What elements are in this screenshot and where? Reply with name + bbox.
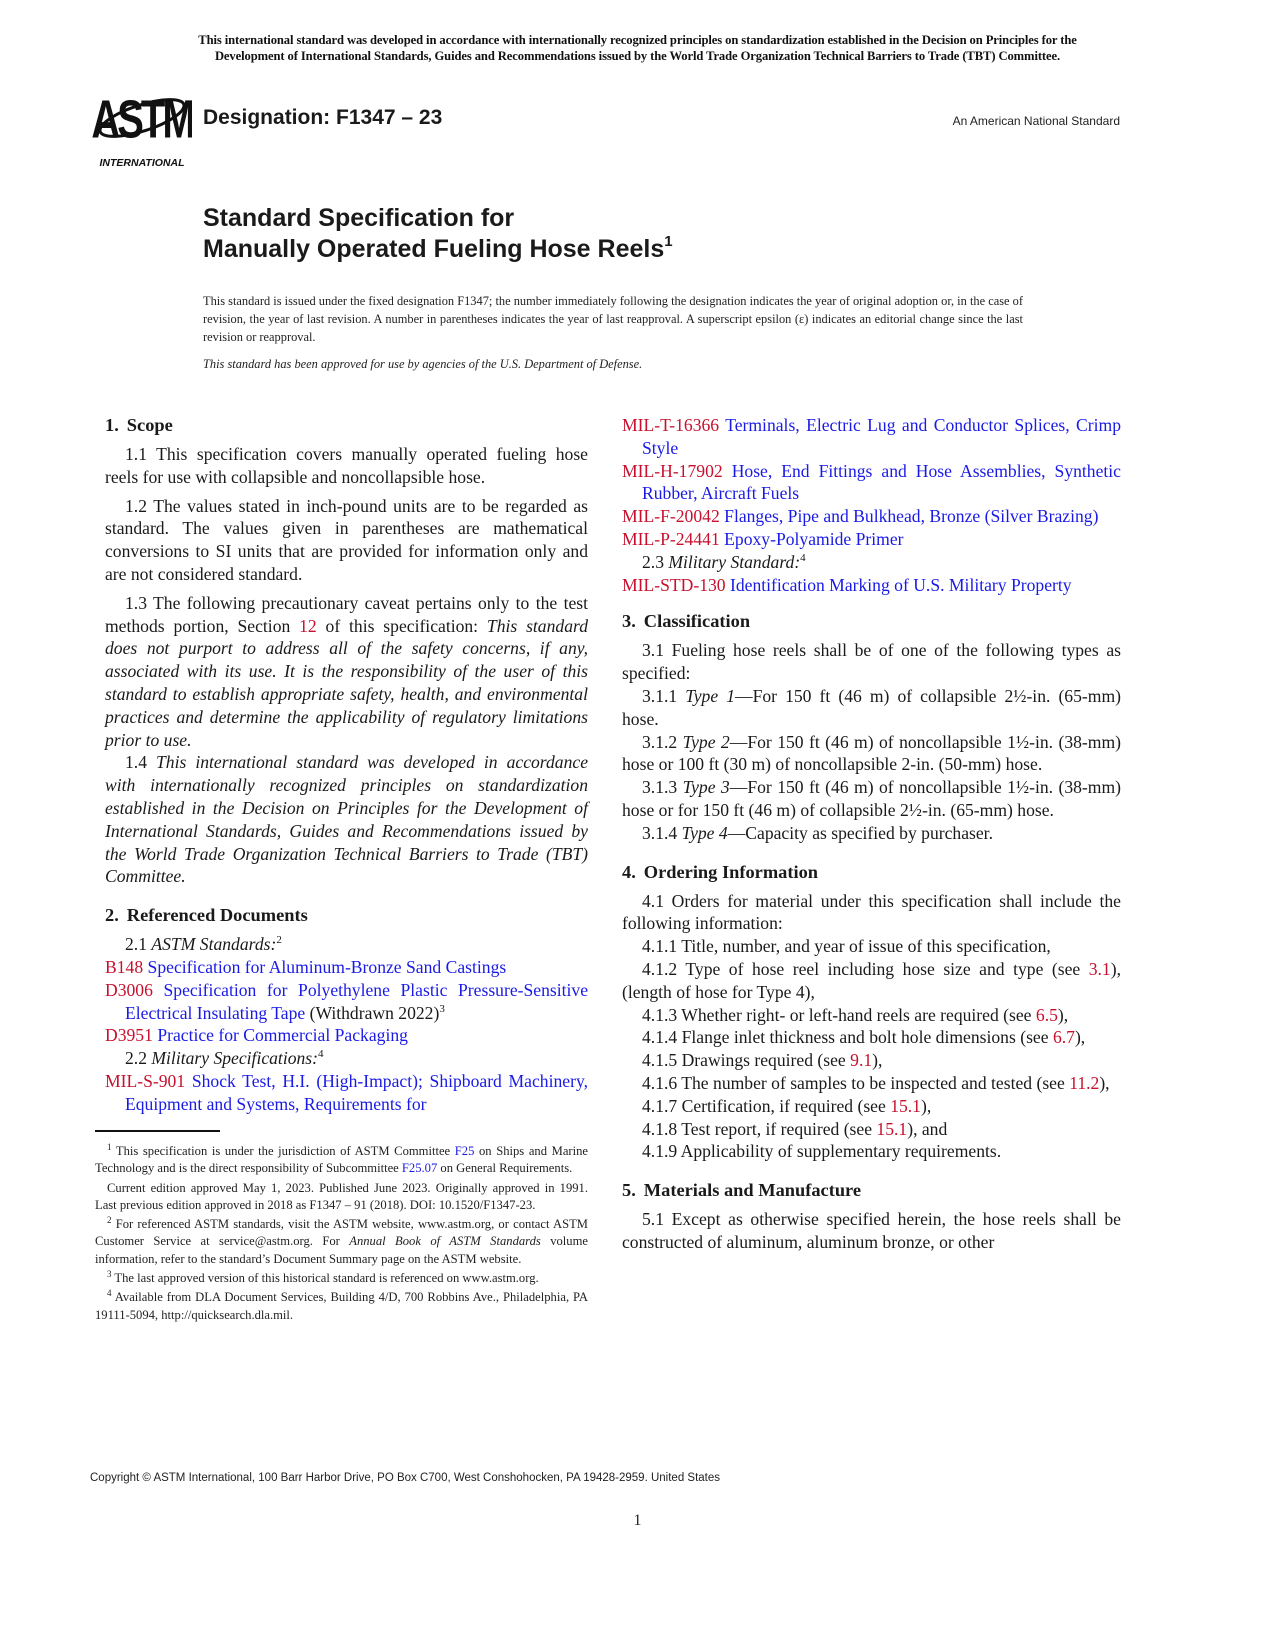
item-text-post: ), and <box>907 1118 948 1139</box>
astm-logo-icon <box>92 82 192 170</box>
footnote-number: 2 <box>107 1215 112 1226</box>
ref-title[interactable]: Terminals, Electric Lug and Conductor Splices, Crimp Style <box>642 415 1121 458</box>
item-text: 4.1.8 Test report, if required (see <box>642 1118 877 1139</box>
section-number: 5. <box>622 1180 636 1201</box>
item-num: 3.1.3 <box>642 777 683 798</box>
committee-f25-link[interactable]: F25 <box>454 1144 475 1158</box>
item-text: 4.1.1 Title, number, and year of issue of this specification, <box>642 936 1051 957</box>
ref-code[interactable]: MIL-S-901 <box>105 1070 186 1091</box>
banner-line-2: Development of International Standards, Guides and Recommendations issued by the World Trade Organization Technical Barriers to Trade (TBT) Committee. <box>214 48 1061 63</box>
footnote-2 <box>95 1216 588 1268</box>
footnote-number: 3 <box>107 1269 112 1280</box>
ref-title[interactable]: Hose, End Fittings and Hose Assemblies, Synthetic Rubber, Aircraft Fuels <box>642 460 1121 504</box>
wto-statement: This international standard was developed in accordance with internationally recognized principles on standardization established in the Decision on Principles for the Development of International Standards, Guides and Recommendations issued by the World Trade Organization Technical Barriers to Trade (TBT) Committee. <box>105 752 588 887</box>
footnote-3 <box>95 1270 588 1287</box>
footnotes <box>95 1143 588 1326</box>
item-num: 3.1.4 <box>642 822 682 843</box>
para-1-3-text-2: of this specification: <box>316 615 487 636</box>
footnote-4 <box>95 1289 588 1324</box>
footnote-italic: Annual Book of ASTM Standards <box>349 1234 541 1249</box>
issued-note: This standard is issued under the fixed designation F1347; the number immediately following the designation indicates the year of original adoption or, in the case of revision, the year of last revision. A number in parentheses indicates the year of last reapproval. A superscript epsilon (ε) indicates an editorial change since the last revision or reapproval. <box>203 294 1023 344</box>
title-line-1: Standard Specification for <box>203 204 515 232</box>
ref-title[interactable]: Practice for Commercial Packaging <box>157 1025 408 1046</box>
subcommittee-f25-07-link[interactable]: F25.07 <box>401 1161 438 1176</box>
title-line-2 <box>203 234 673 265</box>
item-text-post: ), (length of hose for Type 4), <box>622 958 1121 1002</box>
footnote-text: For referenced ASTM standards, visit the ASTM website, www.astm.org, or contact ASTM Customer Service at service@astm.org. For <box>95 1217 588 1249</box>
para-1-4-num: 1.4 <box>125 752 157 773</box>
footnote-text: This specification is under the jurisdiction of ASTM Committee <box>111 1144 455 1158</box>
astm-standards-label <box>105 933 588 956</box>
section-4-heading <box>622 861 1121 883</box>
item-text: 4.1.4 Flange inlet thickness and bolt hole dimensions (see <box>642 1027 1053 1048</box>
section-3-heading <box>622 610 1121 632</box>
type-label: Type 3 <box>682 777 730 798</box>
xref-6-5[interactable]: 6.5 <box>1035 1004 1058 1025</box>
item-text: 4.1.3 Whether right- or left-hand reels are required (see <box>642 1004 1036 1025</box>
section-number: 3. <box>622 611 636 632</box>
para-3-1-3 <box>622 776 1121 822</box>
ref-title[interactable]: Specification for Aluminum-Bronze Sand Castings <box>147 956 507 977</box>
para-4-1: 4.1 Orders for material under this specification shall include the following information: <box>622 890 1121 934</box>
label-num: 2.3 <box>642 551 669 572</box>
section-2-heading <box>105 904 588 926</box>
ref-code[interactable]: MIL-P-24441 <box>622 528 720 549</box>
ref-mil-p-24441[interactable] <box>622 528 1121 551</box>
para-4-1-3 <box>622 1004 1121 1027</box>
ref-code[interactable]: MIL-H-17902 <box>622 460 723 481</box>
type-label: Type 4 <box>681 822 728 843</box>
title-footnote-mark[interactable]: 1 <box>664 233 673 250</box>
item-text-post: ), <box>1099 1072 1110 1093</box>
page-number: 1 <box>633 1512 642 1529</box>
ref-code[interactable]: MIL-F-20042 <box>622 506 720 527</box>
footnote-divider <box>95 1130 220 1132</box>
type-text: —For 150 ft (46 m) of noncollapsible 1½-in. (38-mm) hose or 100 ft (30 m) of noncollapsible 2-in. (50-mm) hose. <box>622 731 1122 775</box>
para-4-1-1 <box>622 935 1121 958</box>
section-1-heading <box>105 414 588 436</box>
international-standard-banner <box>95 33 1180 64</box>
footnote-text: volume information, refer to the standard’s Document Summary page on the ASTM website. <box>95 1234 588 1266</box>
section-5-heading <box>622 1179 1121 1201</box>
safety-caveat: This standard does not purport to address all of the safety concerns, if any, associated with its use. It is the responsibility of the user of this standard to establish appropriate safety, health, and environmental practices and determine the applicability of regulatory limitations prior to use. <box>105 615 588 750</box>
left-column <box>105 414 588 1116</box>
para-1-2: 1.2 The values stated in inch-pound units are to be regarded as standard. The values given in parentheses are mathematical conversions to SI units that are provided for information only and are not considered standard. <box>105 495 588 584</box>
item-text-post: ), <box>1074 1027 1086 1048</box>
item-text: 4.1.5 Drawings required (see <box>642 1050 851 1071</box>
ref-title[interactable]: Identification Marking of U.S. Military Property <box>730 574 1072 595</box>
section-number: 1. <box>105 415 119 435</box>
para-5-1: 5.1 Except as otherwise specified herein, the hose reels shall be constructed of aluminum, aluminum bronze, or other <box>622 1209 1121 1252</box>
footnote-mark[interactable]: 4 <box>318 1048 324 1061</box>
footnote-edition: Current edition approved May 1, 2023. Published June 2023. Originally approved in 1991. Last previous edition approved in 2018 as F1347 – 91 (2018). DOI: 10.1520/F1347-23. <box>95 1180 588 1212</box>
para-4-1-4 <box>622 1026 1121 1049</box>
label-text: Military Standard: <box>668 551 801 572</box>
para-1-1: 1.1 This specification covers manually operated fueling hose reels for use with collapsible and noncollapsible hose. <box>105 444 588 487</box>
footnote-text: on Ships and Marine Technology and is the direct responsibility of Subcommittee <box>95 1144 588 1176</box>
ref-mil-f-20042[interactable] <box>622 505 1121 528</box>
para-3-1: 3.1 Fueling hose reels shall be of one of the following types as specified: <box>622 640 1121 684</box>
xref-6-7[interactable]: 6.7 <box>1052 1027 1075 1048</box>
ref-mil-h-17902[interactable] <box>622 460 1121 506</box>
document-title <box>203 203 673 265</box>
ref-title[interactable]: Flanges, Pipe and Bulkhead, Bronze (Silver Brazing) <box>724 506 1099 527</box>
footnote-1 <box>95 1143 588 1178</box>
section-number: 4. <box>622 861 636 882</box>
item-text: 4.1.9 Applicability of supplementary requirements. <box>642 1141 1002 1162</box>
para-3-1-4 <box>622 822 1121 845</box>
label-text: ASTM Standards: <box>151 934 277 955</box>
item-text-post: ), <box>872 1050 883 1071</box>
xref-11-2[interactable]: 11.2 <box>1069 1072 1100 1093</box>
svg-text:INTERNATIONAL: INTERNATIONAL <box>99 157 185 169</box>
ref-title[interactable]: Shock Test, H.I. (High-Impact); Shipboard Machinery, Equipment and Systems, Requirements for <box>125 1070 588 1114</box>
footnote-mark[interactable]: 4 <box>800 551 806 564</box>
ref-code[interactable]: D3006 <box>105 979 153 1000</box>
right-column <box>622 414 1121 1260</box>
designation: Designation: F1347 – 23 <box>203 106 443 129</box>
svg-text:ASTM: ASTM <box>92 89 192 150</box>
xref-3-1[interactable]: 3.1 <box>1088 958 1111 979</box>
footnote-text: Available from DLA Document Services, Building 4/D, 700 Robbins Ave., Philadelphia, PA 19111-5094, http://quicksearch.dla.mil. <box>95 1290 588 1322</box>
withdrawn-note: (Withdrawn 2022) <box>305 1002 440 1023</box>
dod-approval-note: This standard has been approved for use by agencies of the U.S. Department of Defense. <box>203 357 643 371</box>
section-title: Classification <box>643 611 751 632</box>
para-4-1-8 <box>622 1118 1121 1141</box>
para-4-1-7 <box>622 1095 1121 1118</box>
title-line-2-text: Manually Operated Fueling Hose Reels <box>203 235 665 263</box>
para-1-3 <box>105 592 588 752</box>
ref-title[interactable]: Specification for Polyethylene Plastic Pressure-Sensitive Electrical Insulating Tape <box>125 979 588 1023</box>
ref-code[interactable]: B148 <box>105 956 144 977</box>
footnote-mark[interactable]: 3 <box>439 1002 445 1015</box>
military-specifications-label <box>105 1047 588 1070</box>
astm-logo <box>92 82 192 170</box>
section-title: Ordering Information <box>643 861 818 882</box>
ref-b148[interactable] <box>105 956 588 979</box>
american-national-standard-label: An American National Standard <box>952 114 1120 128</box>
type-text: —For 150 ft (46 m) of noncollapsible 1½-in. (38-mm) hose or for 150 ft (46 m) of collapsible 2½-in. (65-mm) hose. <box>622 777 1122 820</box>
footnote-text: on General Requirements. <box>437 1161 573 1176</box>
footnote-mark[interactable]: 2 <box>276 934 282 947</box>
ref-d3006[interactable] <box>105 979 588 1025</box>
para-4-1-6 <box>622 1072 1121 1095</box>
item-num: 3.1.2 <box>642 731 683 752</box>
para-4-1-2 <box>622 958 1121 1004</box>
ref-d3951[interactable] <box>105 1024 588 1047</box>
footnote-number: 1 <box>107 1142 112 1152</box>
ref-title[interactable]: Epoxy-Polyamide Primer <box>724 528 904 549</box>
label-text: Military Specifications: <box>151 1048 319 1069</box>
copyright-notice: Copyright © ASTM International, 100 Barr Harbor Drive, PO Box C700, West Conshohocken, PA 19428-2959. United States <box>90 1472 721 1484</box>
ref-code[interactable]: D3951 <box>105 1025 153 1046</box>
xref-section-12[interactable]: 12 <box>299 615 317 636</box>
xref-9-1[interactable]: 9.1 <box>850 1050 873 1071</box>
military-standard-label <box>622 551 1121 574</box>
para-3-1-1 <box>622 685 1121 731</box>
ref-mil-s-901[interactable] <box>105 1070 588 1116</box>
item-num: 3.1.1 <box>642 685 686 706</box>
label-num: 2.1 <box>125 934 152 955</box>
section-title: Scope <box>126 415 173 435</box>
footnote-number: 4 <box>107 1288 112 1299</box>
type-text: —Capacity as specified by purchaser. <box>727 822 993 843</box>
type-label: Type 1 <box>685 685 735 706</box>
item-text-post: ), <box>920 1095 932 1116</box>
section-title: Referenced Documents <box>126 905 308 926</box>
ref-mil-t-16366[interactable] <box>622 414 1121 460</box>
type-text: —For 150 ft (46 m) of collapsible 2½-in. (65-mm) hose. <box>622 685 1121 729</box>
ref-code[interactable]: MIL-STD-130 <box>622 574 726 595</box>
type-label: Type 2 <box>682 731 730 752</box>
label-num: 2.2 <box>125 1048 152 1069</box>
ref-mil-std-130[interactable] <box>622 574 1121 597</box>
para-1-3-text: 1.3 The following precautionary caveat pertains only to the test methods portion, Section <box>105 592 588 636</box>
banner-line-1: This international standard was developed in accordance with internationally recognized principles on standardization established in the Decision on Principles for the <box>198 33 1077 47</box>
para-4-1-9 <box>622 1140 1121 1163</box>
item-text-post: ), <box>1057 1004 1069 1025</box>
item-text: 4.1.2 Type of hose reel including hose size and type (see <box>642 958 1089 979</box>
para-3-1-2 <box>622 731 1121 777</box>
section-title: Materials and Manufacture <box>643 1180 862 1201</box>
xref-15-1[interactable]: 15.1 <box>876 1118 908 1139</box>
section-number: 2. <box>105 905 119 926</box>
xref-15-1[interactable]: 15.1 <box>890 1095 921 1116</box>
item-text: 4.1.6 The number of samples to be inspected and tested (see <box>642 1072 1070 1093</box>
footnote-text: The last approved version of this historical standard is referenced on www.astm.org. <box>111 1271 539 1286</box>
para-1-4 <box>105 751 588 888</box>
para-4-1-5 <box>622 1049 1121 1072</box>
ref-code[interactable]: MIL-T-16366 <box>622 415 720 435</box>
item-text: 4.1.7 Certification, if required (see <box>642 1095 891 1116</box>
